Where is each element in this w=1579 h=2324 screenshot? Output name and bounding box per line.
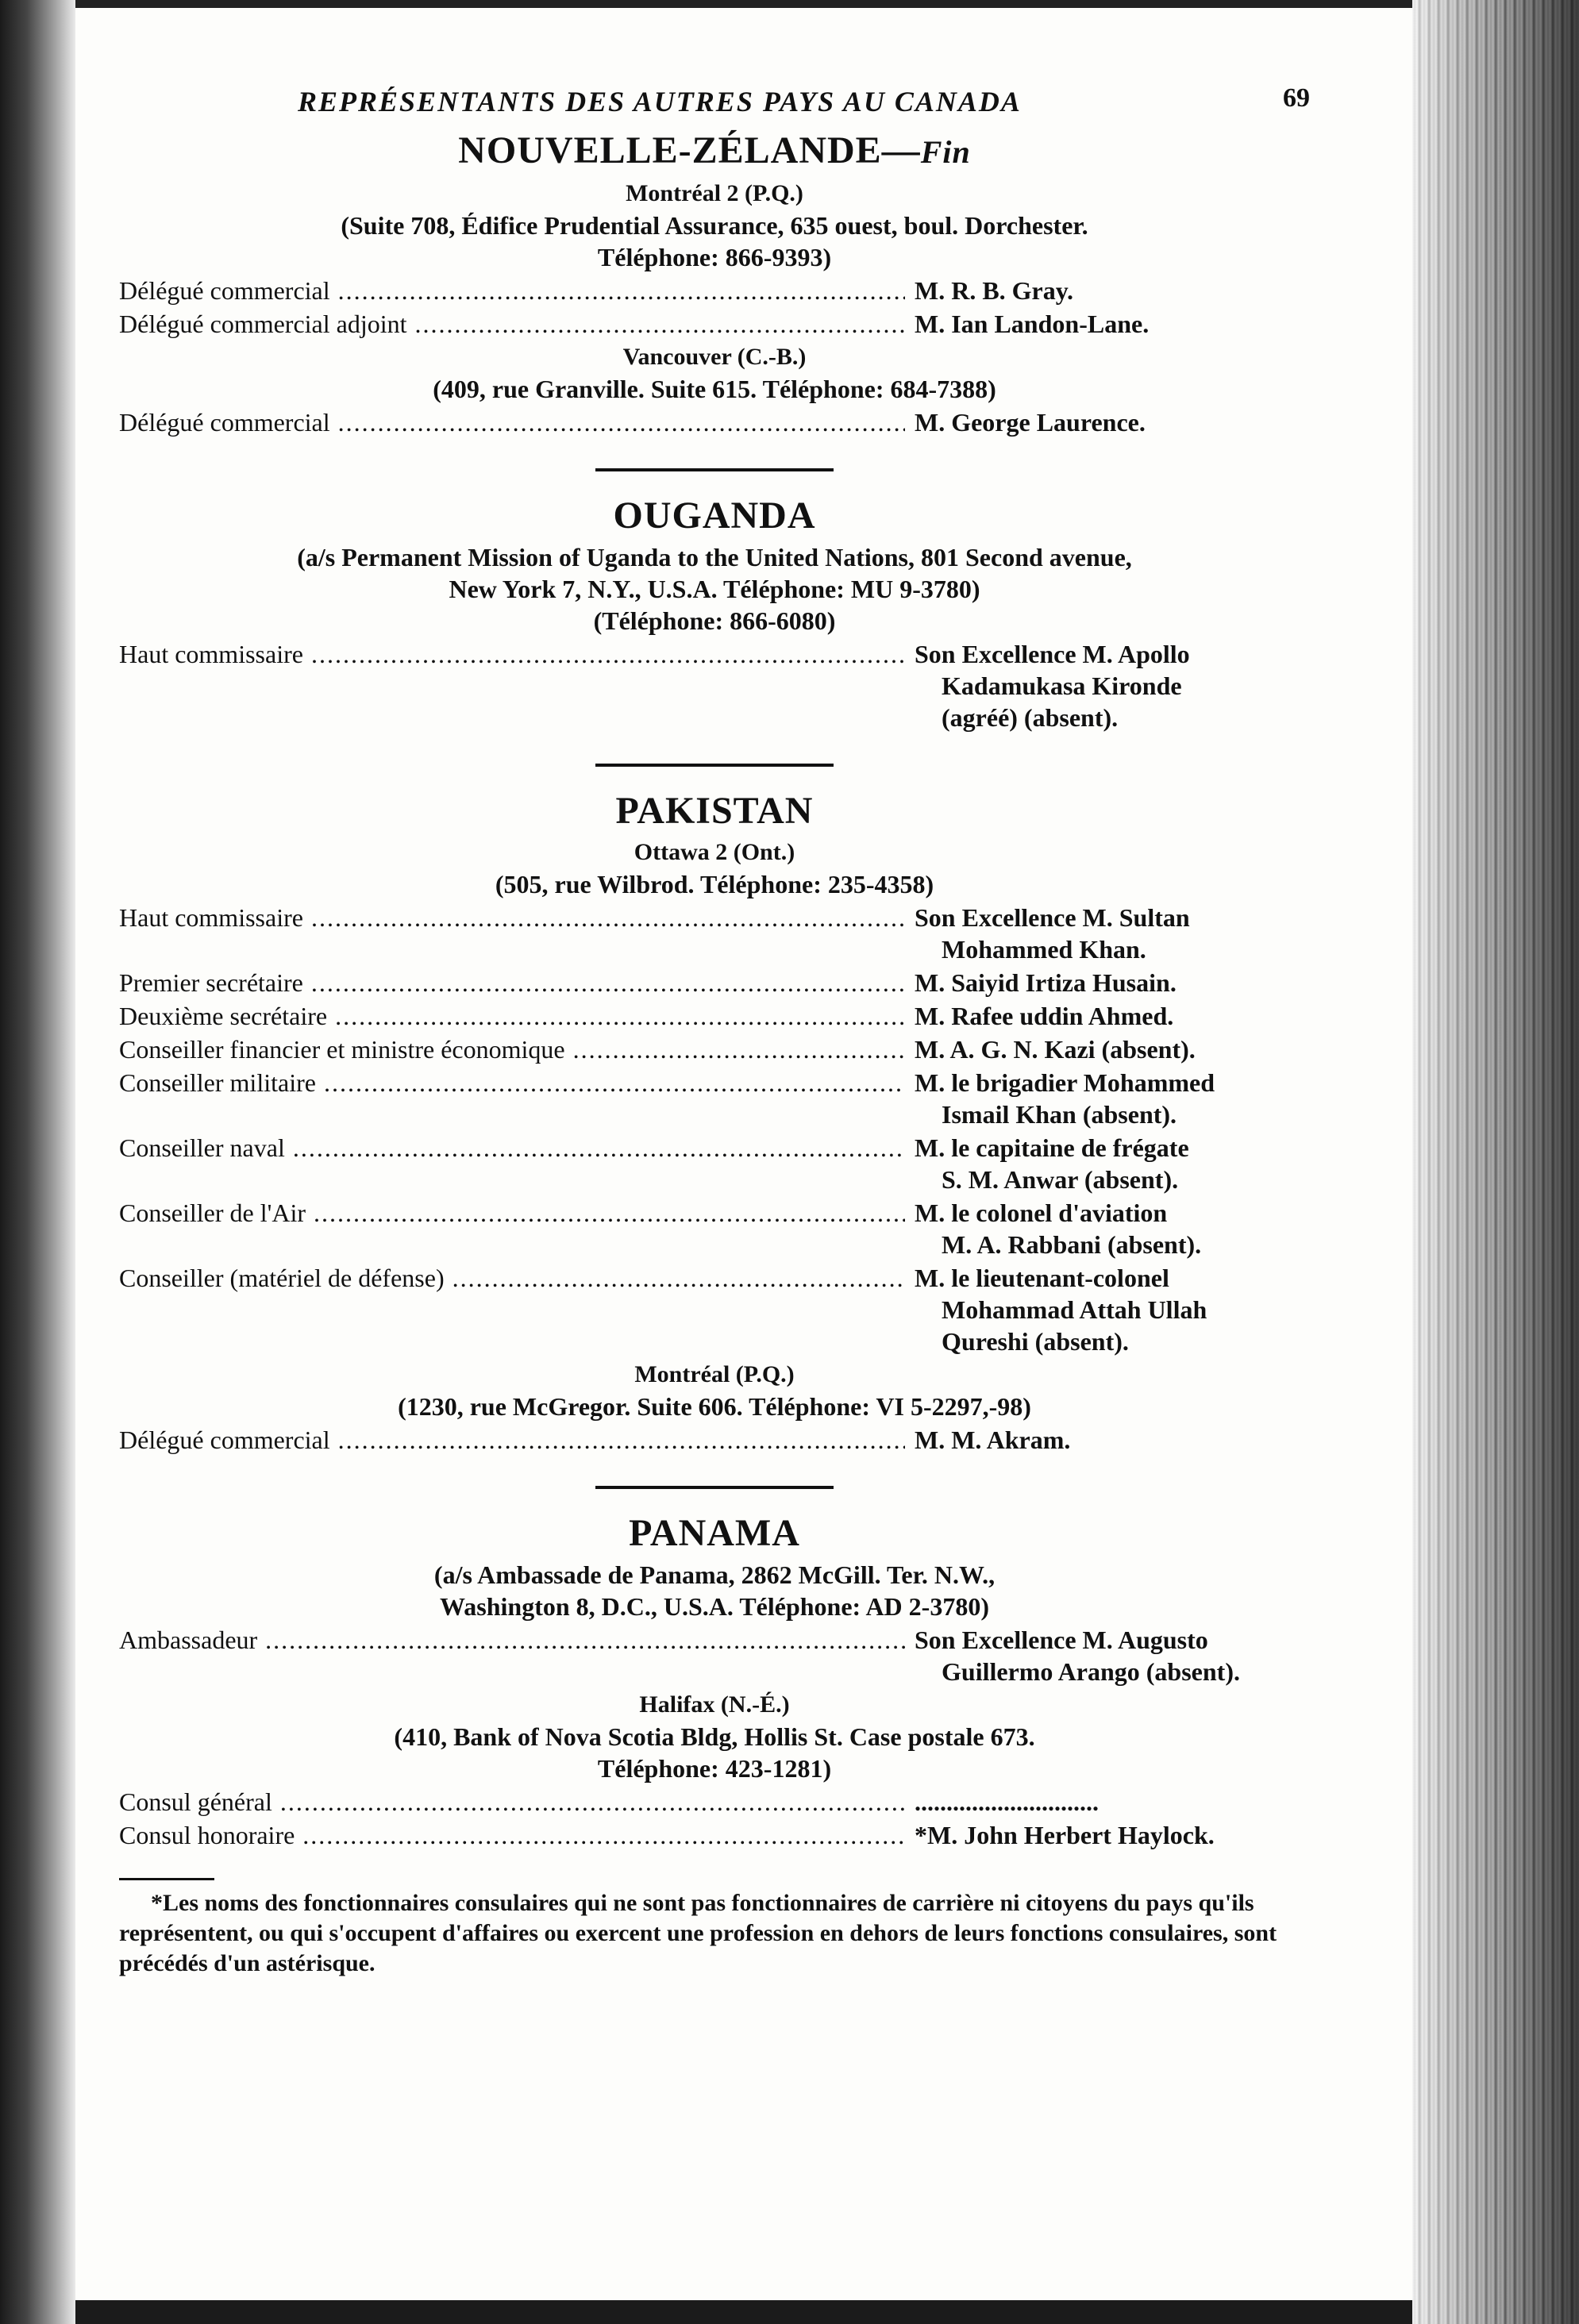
staff-name: M. A. G. N. Kazi (absent). [915,1035,1196,1064]
staff-name: *M. John Herbert Haylock. [915,1821,1215,1849]
page-number: 69 [1283,83,1310,113]
address-line: (505, rue Wilbrod. Téléphone: 235-4358) [495,870,934,898]
city-heading: Vancouver (C.-B.) [622,344,807,370]
staff-title: Haut commissaire ..... [119,902,905,933]
staff-title: Consul honoraire ..... [119,1819,905,1851]
page-binding-shadow [0,0,75,2324]
staff-name: M. le lieutenant-colonel Mohammad Attah Ullah Qureshi (absent). [915,1264,1207,1356]
staff-entry [119,1000,1310,1032]
staff-title: Conseiller de l'Air ..... [119,1197,905,1229]
staff-name: M. le capitaine de frégate S. M. Anwar (absent). [915,1133,1189,1194]
staff-entry [119,1262,1310,1357]
section-divider [595,1486,834,1489]
staff-name: M. Ian Landon-Lane. [915,310,1150,338]
staff-title: Consul général ..... [119,1786,905,1818]
staff-title: Conseiller militaire ..... [119,1067,905,1099]
staff-name: Son Excellence M. Apollo Kadamukasa Kironde (agréé) (absent). [915,640,1190,732]
staff-name: M. le brigadier Mohammed Ismail Khan (absent). [915,1068,1215,1129]
page-edge-stack [1412,0,1579,2324]
footnote: *Les noms des fonctionnaires consulaires qui ne sont pas fonctionnaires de carrière ni citoyens du pays qu'ils représentent, ou qui s'occupent d'affaires ou exercent une profession en dehors de leurs fonctions consulaires, sont précédés d'un astérisque. [119,1890,1277,1976]
staff-name: M. Rafee uddin Ahmed. [915,1002,1174,1030]
staff-name: M. George Laurence. [915,408,1146,437]
city-heading: Ottawa 2 (Ont.) [634,839,795,865]
staff-title: Conseiller financier et ministre économique ..... [119,1033,905,1065]
staff-entry [119,1132,1310,1195]
staff-name-vacant: ............................. [915,1787,1099,1816]
staff-title: Ambassadeur ..... [119,1624,905,1656]
staff-name: M. Saiyid Irtiza Husain. [915,968,1177,997]
bottom-page-edge [75,2300,1412,2324]
staff-name: M. le colonel d'aviation M. A. Rabbani (absent). [915,1199,1202,1259]
address-line: (410, Bank of Nova Scotia Bldg, Hollis St. Case postale 673. [394,1722,1035,1751]
country-heading-uganda: OUGANDA [613,494,816,537]
country-heading-panama: PANAMA [629,1512,800,1554]
address-line: (409, rue Granville. Suite 615. Téléphone: 684-7388) [433,375,996,403]
phone-line: Téléphone: 423-1281) [597,1754,832,1783]
staff-title: Délégué commercial adjoint ..... [119,308,905,340]
staff-entry [119,275,1310,306]
address-line: (a/s Ambassade de Panama, 2862 McGill. Ter. N.W., [433,1560,996,1589]
country-heading-pakistan: PAKISTAN [615,790,814,832]
staff-entry [119,1786,1310,1818]
staff-name: M. M. Akram. [915,1426,1071,1454]
phone-line: (Téléphone: 866-6080) [593,606,836,635]
running-head-title: REPRÉSENTANTS DES AUTRES PAYS AU CANADA [298,86,1022,117]
staff-entry [119,967,1310,998]
address-line: (a/s Permanent Mission of Uganda to the United Nations, 801 Second avenue, [297,543,1132,571]
staff-entry [119,1624,1310,1687]
staff-entry [119,1424,1310,1456]
page-content [119,79,1310,1979]
footnote-divider [119,1878,214,1880]
top-page-edge [75,0,1412,8]
staff-title: Conseiller (matériel de défense) ..... [119,1262,905,1294]
staff-entry [119,638,1310,733]
phone-line: Téléphone: 866-9393) [597,243,832,271]
city-heading: Halifax (N.-É.) [639,1691,790,1718]
country-heading-new-zealand: NOUVELLE-ZÉLANDE—Fin [458,129,971,171]
staff-entry [119,308,1310,340]
staff-name: Son Excellence M. Sultan Mohammed Khan. [915,903,1190,964]
staff-title: Délégué commercial ..... [119,1424,905,1456]
staff-title: Haut commissaire ..... [119,638,905,670]
staff-title: Deuxième secrétaire ..... [119,1000,905,1032]
staff-name: M. R. B. Gray. [915,276,1073,305]
section-divider [595,764,834,767]
staff-title: Délégué commercial ..... [119,275,905,306]
city-heading: Montréal 2 (P.Q.) [626,180,803,206]
address-line: New York 7, N.Y., U.S.A. Téléphone: MU 9-3780) [449,575,980,603]
staff-entry [119,1197,1310,1260]
address-line: (1230, rue McGregor. Suite 606. Téléphone: VI 5-2297,-98) [398,1392,1031,1421]
staff-title: Premier secrétaire ..... [119,967,905,998]
staff-entry [119,406,1310,438]
staff-entry [119,1067,1310,1130]
address-line: Washington 8, D.C., U.S.A. Téléphone: AD 2-3780) [440,1592,989,1621]
staff-name: Son Excellence M. Augusto Guillermo Arango (absent). [915,1626,1240,1686]
staff-entry [119,1819,1310,1851]
staff-entry [119,902,1310,965]
city-heading: Montréal (P.Q.) [634,1361,795,1387]
running-head [119,79,1310,127]
address-line: (Suite 708, Édifice Prudential Assurance, 635 ouest, boul. Dorchester. [341,211,1088,240]
staff-title: Délégué commercial ..... [119,406,905,438]
staff-title: Conseiller naval ..... [119,1132,905,1164]
staff-entry [119,1033,1310,1065]
section-divider [595,468,834,471]
